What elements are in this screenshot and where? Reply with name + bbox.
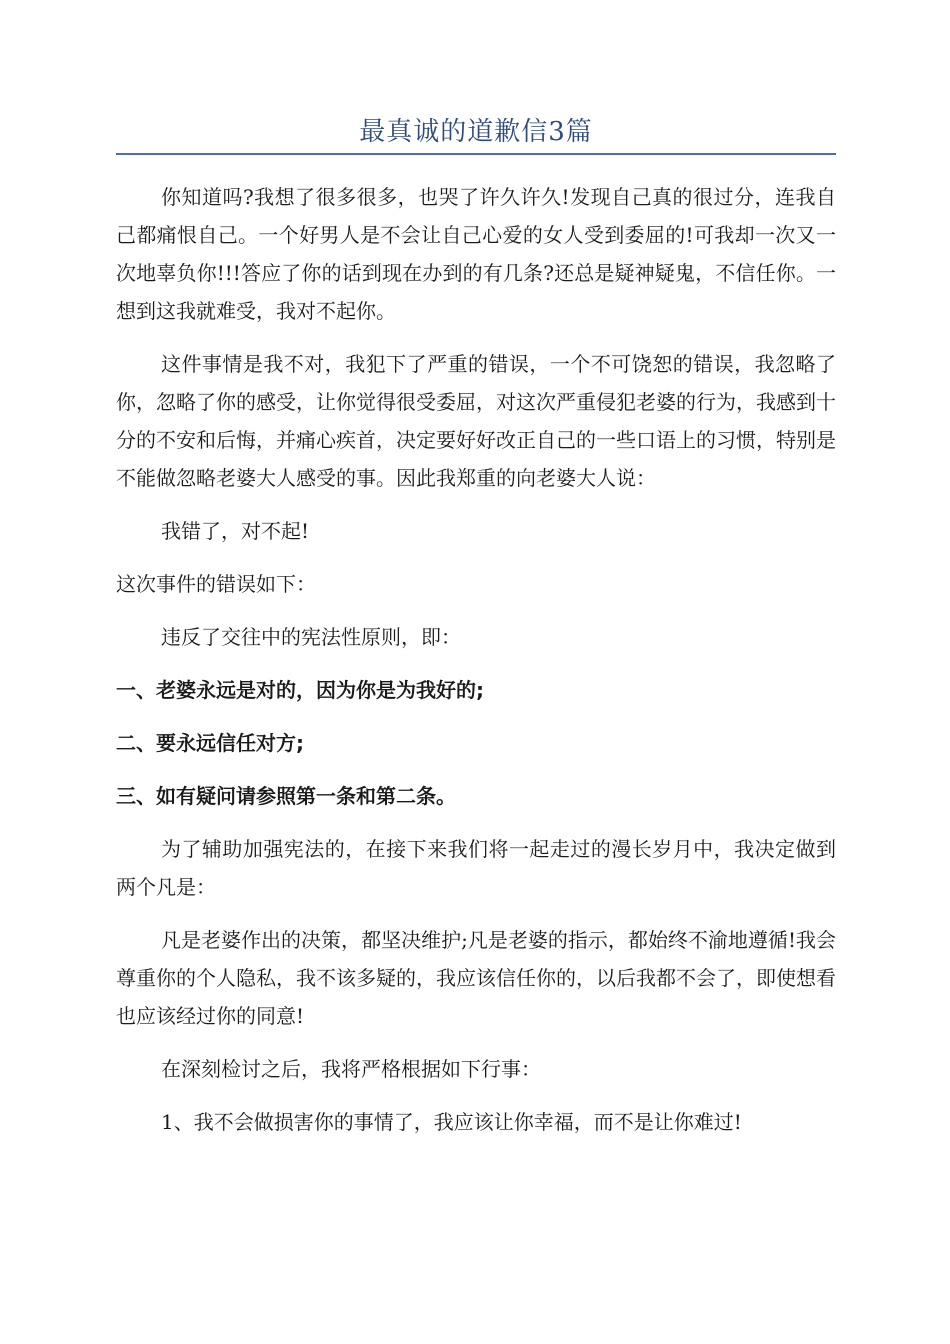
- title-underline: [116, 153, 836, 155]
- document-title: 最真诚的道歉信3篇: [359, 117, 593, 147]
- rule-item-2: 二、要永远信任对方;: [116, 731, 304, 755]
- paragraph-1: 你知道吗?我想了很多很多，也哭了许久许久!发现自己真的很过分，连我自己都痛恨自己。一个好男人是不会让自己心爱的女人受到委屈的!可我却一次又一次地辜负你!!!答应了你的话到现在办到的有几条?还总是疑神疑鬼，不信任你。一想到这我就难受，我对不起你。: [116, 185, 836, 323]
- paragraph-6: 为了辅助加强宪法的，在接下来我们将一起走过的漫长岁月中，我决定做到两个凡是：: [116, 837, 836, 899]
- paragraph-9: 1、我不会做损害你的事情了，我应该让你幸福，而不是让你难过!: [161, 1110, 742, 1134]
- paragraph-7: 凡是老婆作出的决策，都坚决维护;凡是老婆的指示，都始终不渝地遵循!我会尊重你的个人隐私，我不该多疑的，我应该信任你的，以后我都不会了，即使想看也应该经过你的同意!: [116, 928, 836, 1028]
- paragraph-8: 在深刻检讨之后，我将严格根据如下行事：: [161, 1057, 541, 1081]
- rule-item-3: 三、如有疑问请参照第一条和第二条。: [116, 784, 456, 808]
- paragraph-5: 违反了交往中的宪法性原则，即：: [161, 625, 461, 649]
- paragraph-2: 这件事情是我不对，我犯下了严重的错误，一个不可饶恕的错误，我忽略了你，忽略了你的感受，让你觉得很受委屈，对这次严重侵犯老婆的行为，我感到十分的不安和后悔，并痛心疾首，决定要好好改正自己的一些口语上的习惯，特别是不能做忽略老婆大人感受的事。因此我郑重的向老婆大人说：: [116, 352, 836, 490]
- paragraph-4: 这次事件的错误如下：: [116, 572, 316, 596]
- document-body: [116, 178, 836, 1156]
- rule-item-1: 一、老婆永远是对的，因为你是为我好的;: [116, 678, 484, 702]
- paragraph-3: 我错了，对不起!: [161, 519, 310, 543]
